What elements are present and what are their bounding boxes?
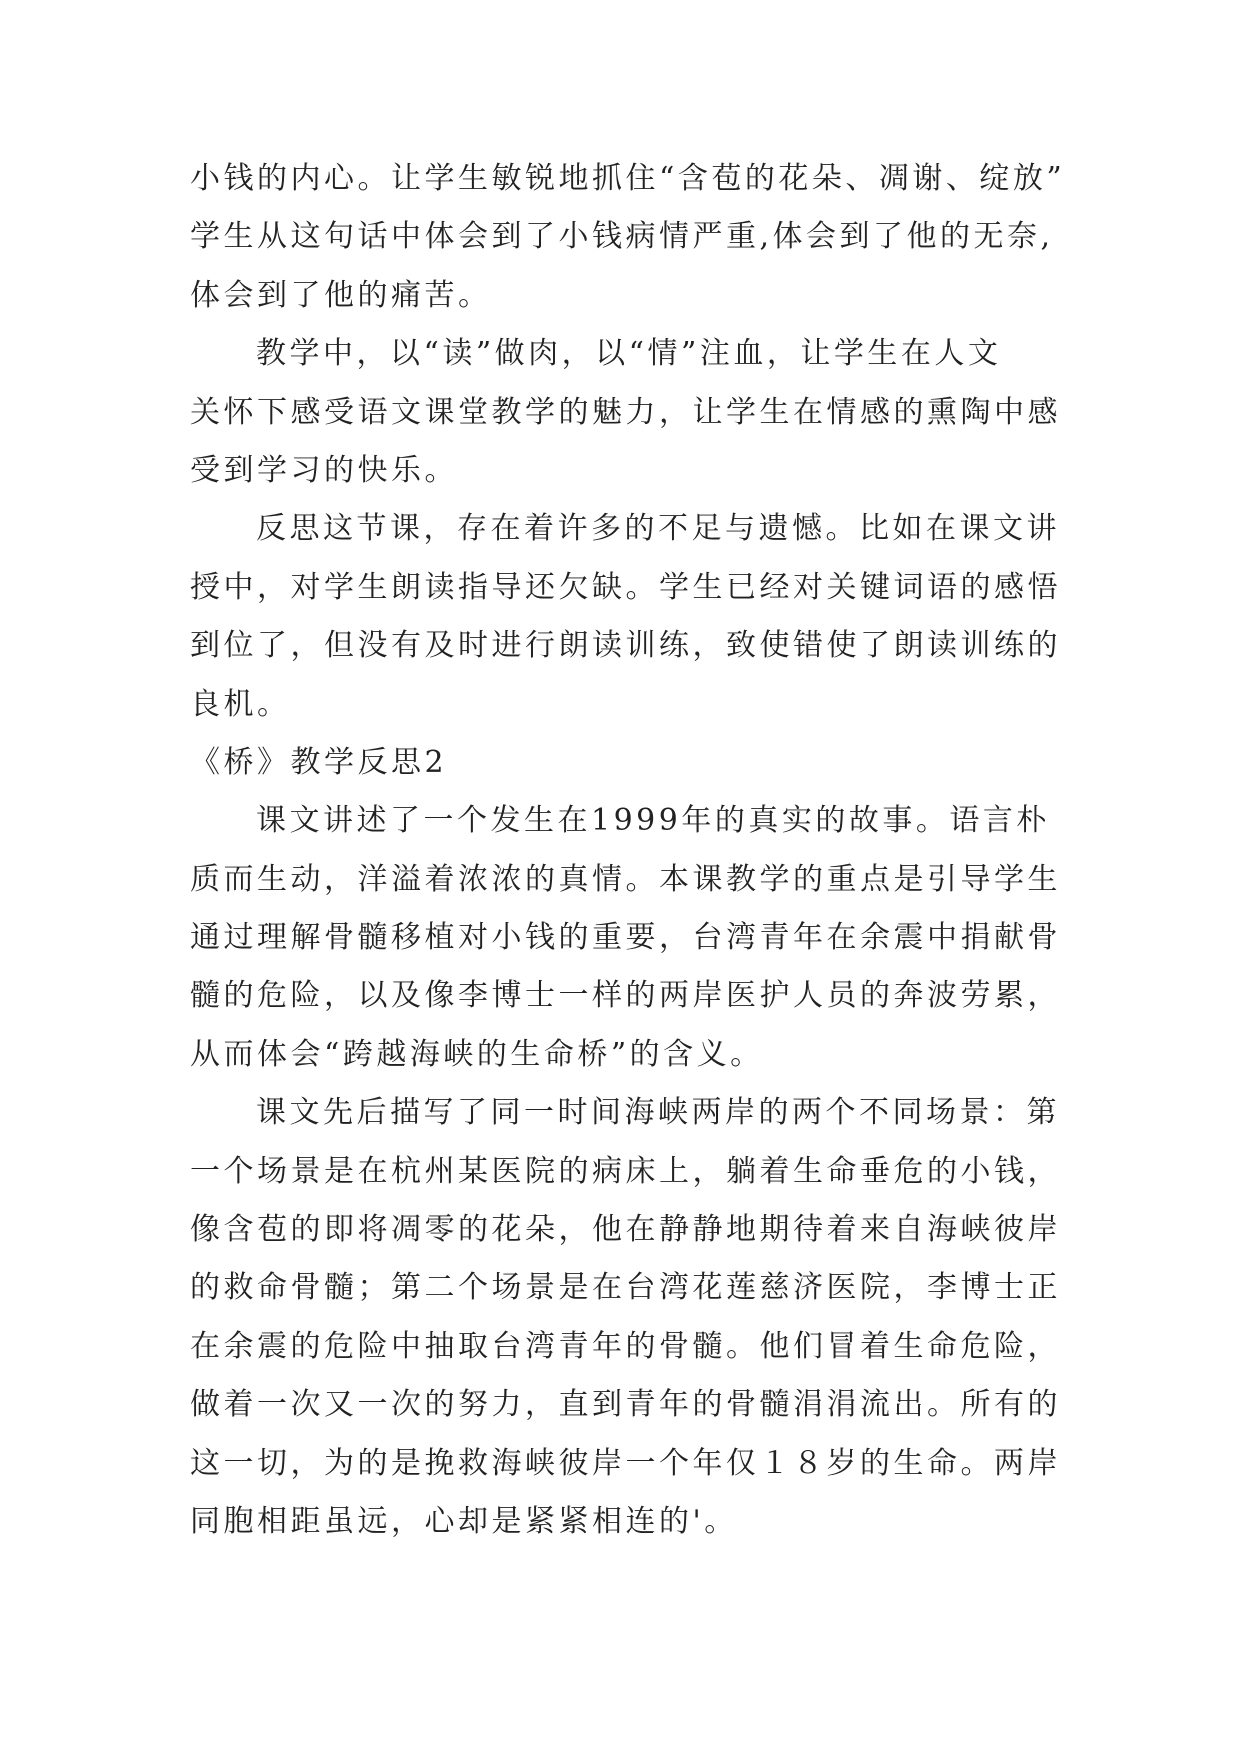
paragraph-line: 体会到了他的痛苦。: [190, 277, 492, 313]
paragraph-line: 课文讲述了一个发生在1999年的真实的故事。语言朴: [256, 803, 1050, 839]
paragraph-line: 良机。: [190, 686, 291, 722]
paragraph-line: 质而生动，洋溢着浓浓的真情。本课教学的重点是引导学生: [190, 861, 1061, 897]
paragraph-line: 做着一次又一次的努力，直到青年的骨髓涓涓流出。所有的: [190, 1387, 1061, 1423]
paragraph-line: 通过理解骨髓移植对小钱的重要，台湾青年在余震中捐献骨: [190, 920, 1061, 956]
document-page: [190, 150, 1090, 1551]
paragraph-line: 从而体会“跨越海峡的生命桥”的含义。: [190, 1036, 764, 1072]
paragraph-line: 学生从这句话中体会到了小钱病情严重,体会到了他的无奈,: [190, 219, 1054, 255]
paragraph-line: 课文先后描写了同一时间海峡两岸的两个不同场景：第: [256, 1095, 1060, 1131]
paragraph-line: 授中，对学生朗读指导还欠缺。学生已经对关键词语的感悟: [190, 569, 1061, 605]
paragraph-line: 教学中，以“读”做肉，以“情”注血，让学生在人文: [256, 336, 1002, 372]
paragraph-line: 像含苞的即将凋零的花朵，他在静静地期待着来自海峡彼岸: [190, 1212, 1061, 1248]
paragraph-line: 小钱的内心。让学生敏锐地抓住“含苞的花朵、凋谢、绽放”: [190, 161, 1066, 196]
paragraph-line: 一个场景是在杭州某医院的病床上，躺着生命垂危的小钱，: [190, 1153, 1061, 1189]
paragraph-line: 在余震的危险中抽取台湾青年的骨髓。他们冒着生命危险，: [190, 1328, 1061, 1364]
paragraph-line: 同胞相距虽远，心却是紧紧相连的'。: [190, 1503, 738, 1539]
paragraph-line: 这一切，为的是挽救海峡彼岸一个年仅１８岁的生命。两岸: [190, 1445, 1061, 1481]
section-heading: 《桥》教学反思2: [190, 744, 448, 780]
paragraph-line: 反思这节课，存在着许多的不足与遗憾。比如在课文讲: [256, 511, 1060, 547]
paragraph-line: 的救命骨髓；第二个场景是在台湾花莲慈济医院，李博士正: [190, 1270, 1061, 1306]
paragraph-line: 髓的危险，以及像李博士一样的两岸医护人员的奔波劳累，: [190, 978, 1061, 1014]
paragraph-line: 到位了，但没有及时进行朗读训练，致使错使了朗读训练的: [190, 628, 1061, 664]
paragraph-line: 受到学习的快乐。: [190, 452, 458, 488]
paragraph-line: 关怀下感受语文课堂教学的魅力，让学生在情感的熏陶中感: [190, 394, 1061, 430]
